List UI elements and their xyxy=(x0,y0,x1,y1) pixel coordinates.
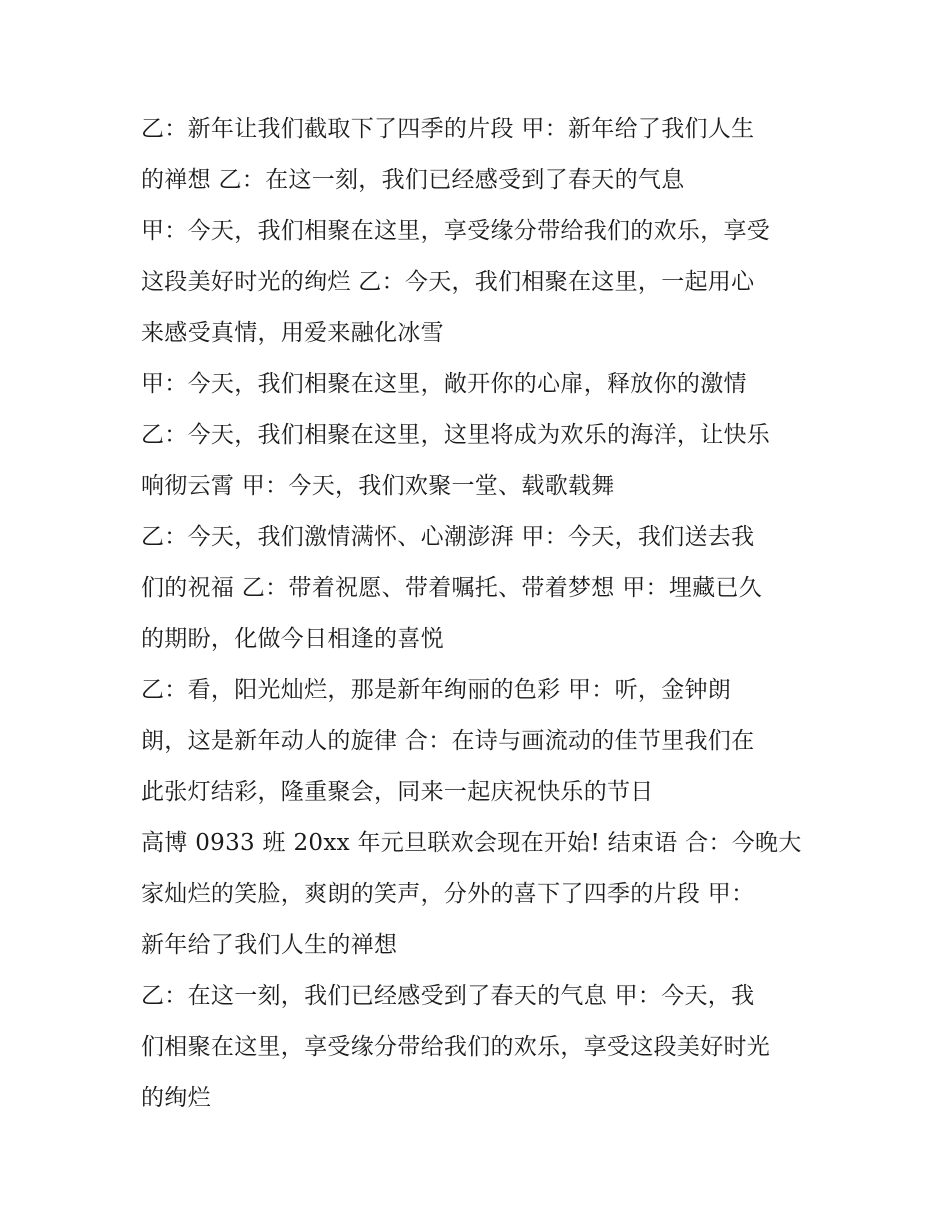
document-body xyxy=(141,104,831,1124)
text-line: 甲：今天，我们相聚在这里，敞开你的心扉，释放你的激情 xyxy=(141,371,747,397)
text-line: 乙：今天，我们相聚在这里，这里将成为欢乐的海洋，让快乐 xyxy=(141,422,771,448)
text-line: 的绚烂 xyxy=(141,1085,211,1111)
text-line: 乙：看，阳光灿烂，那是新年绚丽的色彩 甲：听，金钟朗 xyxy=(141,677,732,703)
text-line: 甲：今天，我们相聚在这里，享受缘分带给我们的欢乐，享受 xyxy=(141,218,771,244)
text-line: 响彻云霄 甲：今天，我们欢聚一堂、载歌载舞 xyxy=(141,473,615,499)
text-line: 高博 0933 班 20xx 年元旦联欢会现在开始! 结束语 合：今晚大 xyxy=(141,830,802,856)
text-line: 们的祝福 乙：带着祝愿、带着嘱托、带着梦想 甲：埋藏已久 xyxy=(141,575,763,601)
text-line: 的禅想 乙：在这一刻，我们已经感受到了春天的气息 xyxy=(141,167,685,193)
text-line: 乙：新年让我们截取下了四季的片段 甲：新年给了我们人生 xyxy=(141,116,755,142)
text-line: 此张灯结彩，隆重聚会，同来一起庆祝快乐的节日 xyxy=(141,779,654,805)
text-line: 朗，这是新年动人的旋律 合：在诗与画流动的佳节里我们在 xyxy=(141,728,755,754)
text-line: 家灿烂的笑脸，爽朗的笑声，分外的喜下了四季的片段 甲： xyxy=(141,881,755,907)
text-line: 新年给了我们人生的禅想 xyxy=(141,932,398,958)
text-line: 来感受真情，用爱来融化冰雪 xyxy=(141,320,444,346)
text-line: 乙：今天，我们激情满怀、心潮澎湃 甲：今天，我们送去我 xyxy=(141,524,755,550)
text-line: 们相聚在这里，享受缘分带给我们的欢乐，享受这段美好时光 xyxy=(141,1034,771,1060)
text-line: 的期盼，化做今日相逢的喜悦 xyxy=(141,626,444,652)
text-line: 乙：在这一刻，我们已经感受到了春天的气息 甲：今天，我 xyxy=(141,983,755,1009)
text-line: 这段美好时光的绚烂 乙：今天，我们相聚在这里，一起用心 xyxy=(141,269,755,295)
